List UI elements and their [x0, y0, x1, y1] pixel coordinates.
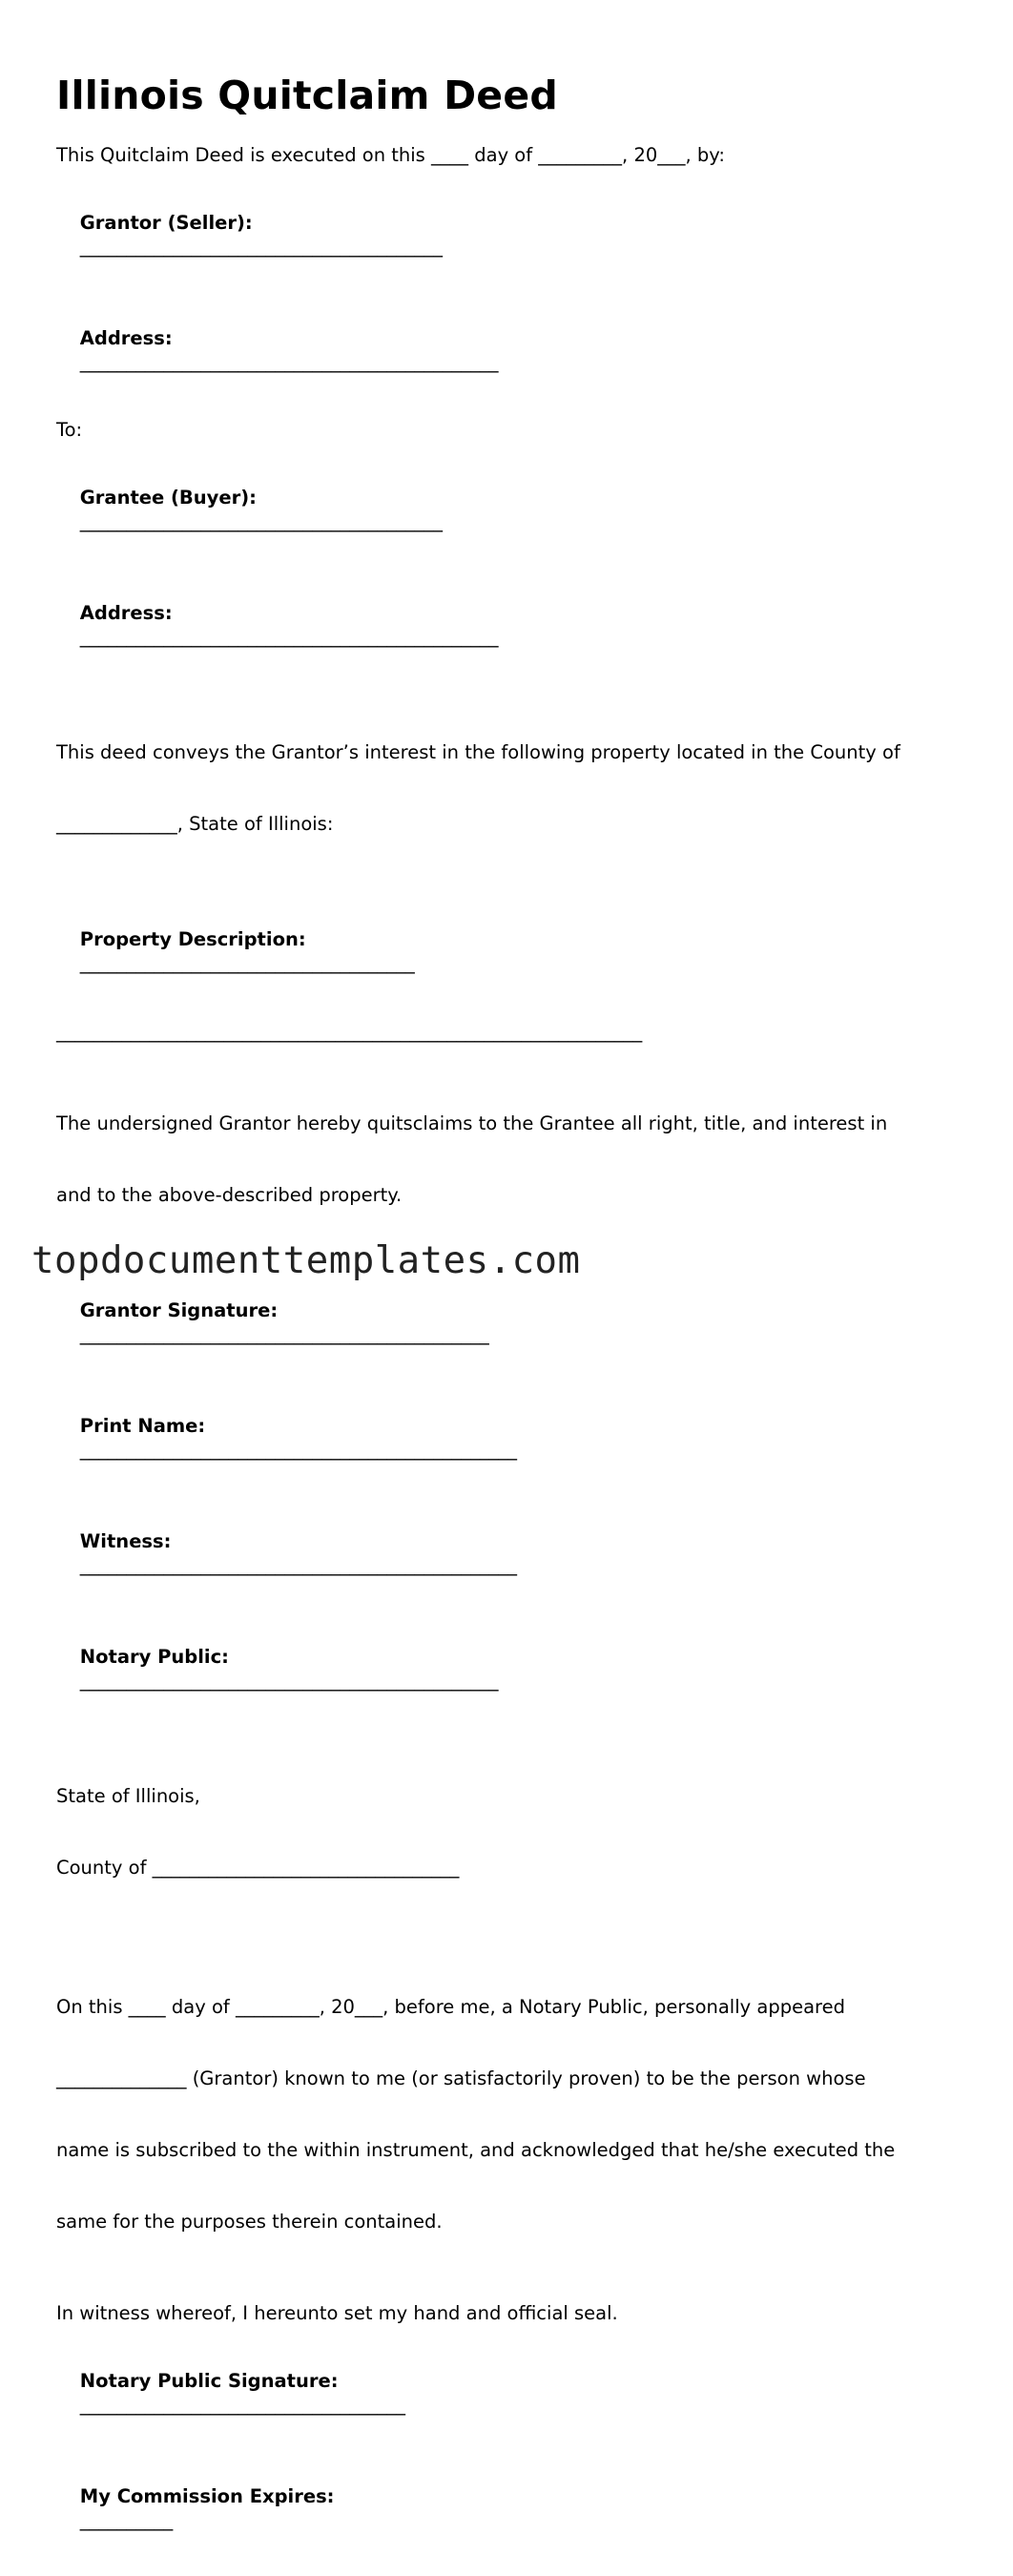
state-county-block [56, 1736, 962, 1927]
grantor-signature-field [56, 1275, 962, 1370]
grantor-blank[interactable]: _______________________________________ [79, 236, 444, 258]
grantee-field [56, 462, 962, 557]
notary-public-field [56, 1621, 962, 1716]
grantee-address-label: Address: [79, 602, 173, 624]
grantee-blank[interactable]: _______________________________________ [79, 510, 444, 532]
witness-field [56, 1506, 962, 1601]
commission-expires-field [56, 2461, 962, 2556]
grantor-label: Grantor (Seller): [79, 212, 253, 234]
property-description-blank-line-2[interactable]: _______________________________________________________________ [56, 1021, 643, 1043]
property-description-field [56, 904, 962, 999]
conveys-paragraph [56, 693, 962, 883]
grantee-label: Grantee (Buyer): [79, 487, 257, 509]
document-title: Illinois Quitclaim Deed [56, 73, 558, 118]
state-line: State of Illinois, [56, 1785, 200, 1807]
property-description-label: Property Description: [79, 928, 306, 950]
commission-expires-blank[interactable]: __________ [79, 2509, 174, 2531]
grantee-address-blank[interactable]: _____________________________________________ [79, 626, 499, 648]
county-line: County of _________________________________ [56, 1857, 460, 1879]
print-name-label: Print Name: [79, 1415, 206, 1437]
notary-signature-label: Notary Public Signature: [79, 2370, 339, 2392]
conveys-line-1: This deed conveys the Grantor’s interest in the following property located in the County of [56, 741, 900, 763]
grantor-address-field [56, 302, 962, 398]
grantor-field [56, 187, 962, 282]
print-name-field [56, 1390, 962, 1485]
notary-signature-field [56, 2345, 962, 2441]
notary-paragraph [56, 1947, 962, 2281]
grantor-address-blank[interactable]: _____________________________________________ [79, 351, 499, 373]
document-page [56, 69, 962, 2576]
intro-text: This Quitclaim Deed is executed on this ____ day of _________, 20___, by: [56, 144, 725, 166]
quitclaim-line-1: The undersigned Grantor hereby quitsclaims to the Grantee all right, title, and interest in [56, 1112, 888, 1134]
site-watermark: topdocumenttemplates.com [31, 1239, 581, 1282]
quitclaim-paragraph [56, 1064, 962, 1255]
notary-para-line-3: name is subscribed to the within instrument, and acknowledged that he/she executed the [56, 2139, 896, 2161]
quitclaim-line-2: and to the above-described property. [56, 1184, 403, 1206]
property-description-blank[interactable]: ____________________________________ [79, 952, 415, 974]
grantee-address-field [56, 577, 962, 673]
notary-signature-blank[interactable]: ___________________________________ [79, 2394, 406, 2416]
grantor-signature-label: Grantor Signature: [79, 1299, 279, 1321]
witness-whereof-text: In witness whereof, I hereunto set my hand and official seal. [56, 2302, 618, 2324]
notary-para-line-4: same for the purposes therein contained. [56, 2211, 443, 2233]
notary-public-label: Notary Public: [79, 1646, 229, 1668]
print-name-blank[interactable]: _______________________________________________ [79, 1439, 518, 1461]
commission-expires-label: My Commission Expires: [79, 2485, 335, 2507]
witness-blank[interactable]: _______________________________________________ [79, 1554, 518, 1576]
notary-para-line-1: On this ____ day of _________, 20___, before me, a Notary Public, personally appeared [56, 1996, 845, 2018]
notary-public-blank[interactable]: _____________________________________________ [79, 1670, 499, 1692]
notary-para-line-2: ______________ (Grantor) known to me (or satisfactorily proven) to be the person whose [56, 2067, 866, 2089]
witness-label: Witness: [79, 1530, 172, 1552]
grantor-address-label: Address: [79, 327, 173, 349]
conveys-line-2: _____________, State of Illinois: [56, 813, 334, 835]
grantor-signature-blank[interactable]: ____________________________________________ [79, 1323, 489, 1345]
to-text: To: [56, 419, 83, 441]
